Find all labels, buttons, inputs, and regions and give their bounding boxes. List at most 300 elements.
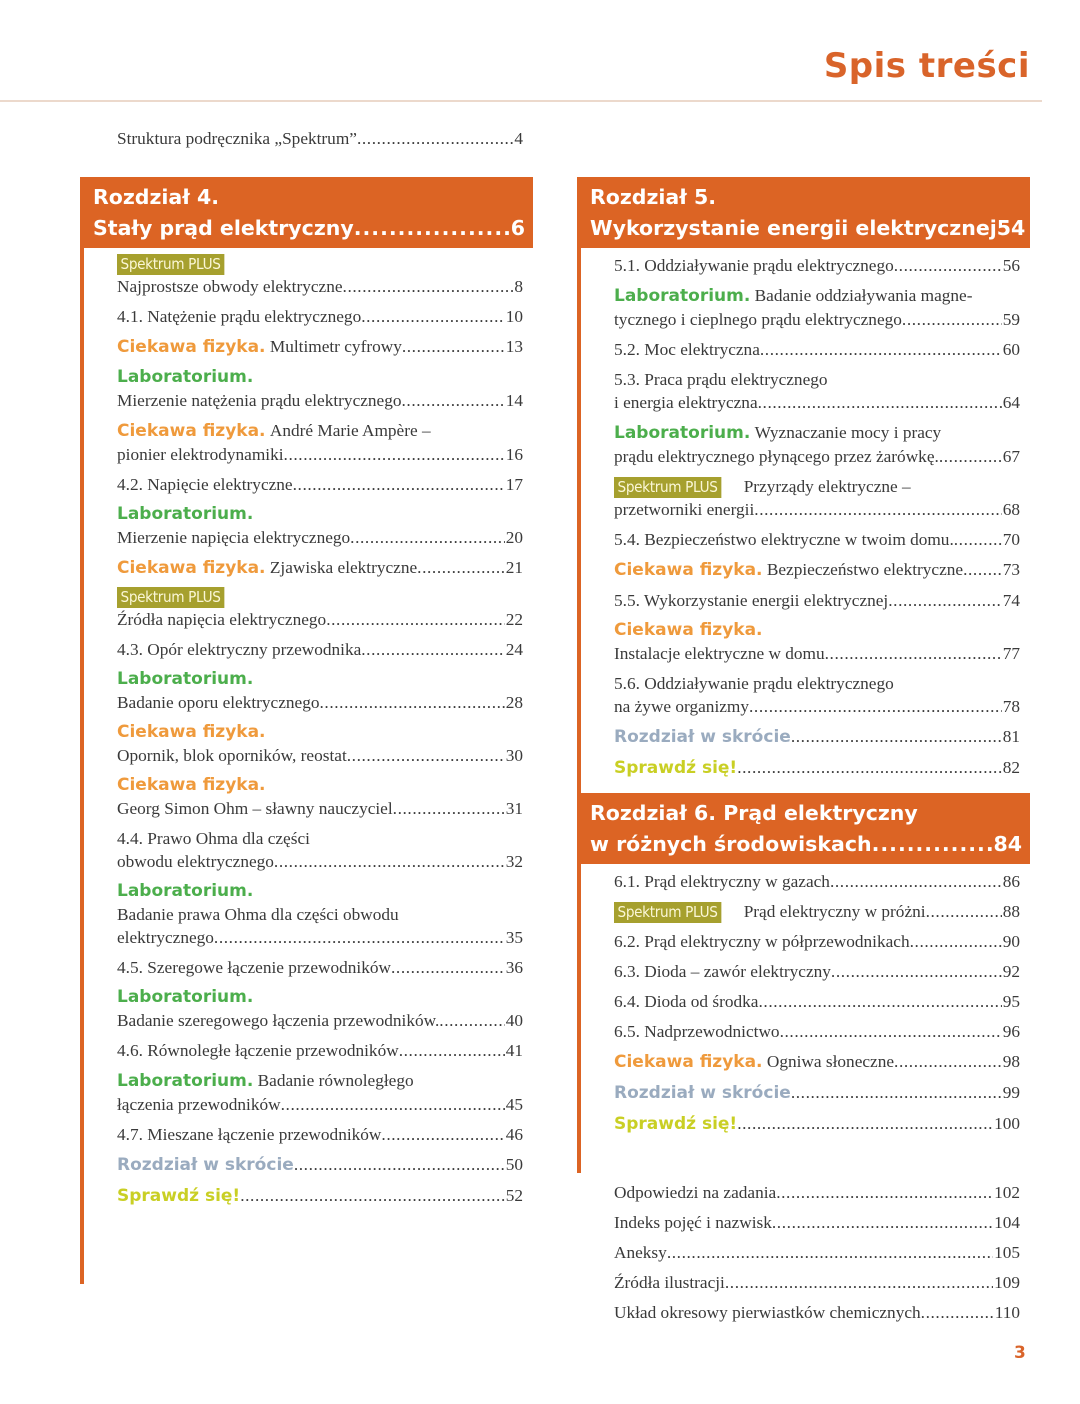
entry-page: 41	[505, 1041, 523, 1060]
entry-line	[117, 254, 523, 275]
dot-leader	[350, 526, 505, 549]
section-label-lab: Laboratorium.	[614, 286, 751, 306]
entry-text: 5.4. Bezpieczeństwo elektryczne w twoim domu.	[614, 530, 954, 549]
dot-leader	[294, 1153, 505, 1176]
dot-leader	[831, 960, 1002, 983]
dot-leader	[439, 1009, 504, 1032]
toc-entry[interactable]	[117, 1039, 523, 1062]
entry-line	[614, 421, 1020, 445]
entry-page: 17	[505, 475, 523, 494]
toc-entry[interactable]	[614, 254, 1020, 277]
dot-leader	[402, 389, 505, 412]
entry-text: 6.1. Prąd elektryczny w gazach	[614, 872, 830, 891]
appendix-entry[interactable]	[614, 1211, 1020, 1234]
entry-page: 35	[505, 928, 523, 947]
section-label-lab: Laboratorium.	[614, 423, 751, 443]
toc-entry[interactable]	[614, 990, 1020, 1013]
section-label-lab: Laboratorium.	[117, 504, 254, 524]
entry-text: Aneksy	[614, 1243, 667, 1262]
entry-text: przetworniki energii	[614, 500, 755, 519]
spektrum-plus-badge: Spektrum PLUS	[117, 587, 224, 608]
dot-leader	[361, 305, 505, 328]
entry-page: 50	[505, 1155, 523, 1174]
chapter-title: w różnych środowiskach	[590, 832, 872, 856]
toc-entry[interactable]	[117, 1153, 523, 1177]
chapter-page: 6	[510, 216, 525, 240]
entry-text: 5.2. Moc elektryczna	[614, 340, 760, 359]
toc-entry[interactable]	[614, 1112, 1020, 1136]
entry-page: 98	[1002, 1052, 1020, 1071]
appendix-entry[interactable]	[614, 1301, 1020, 1324]
entry-line	[117, 305, 523, 328]
entry-text: Ogniwa słoneczne	[766, 1052, 895, 1071]
dot-leader	[749, 695, 1002, 718]
entry-line	[117, 850, 523, 873]
dot-leader	[281, 1093, 505, 1116]
chapter-title-line	[93, 213, 525, 244]
toc-entry[interactable]	[614, 756, 1020, 780]
section-label-ciekawa: Ciekawa fizyka.	[614, 620, 763, 640]
chapter-title: Wykorzystanie energii elektrycznej	[590, 216, 997, 240]
spektrum-plus-badge: Spektrum PLUS	[614, 477, 721, 498]
section-label-lab: Laboratorium.	[117, 881, 254, 901]
chapter-4	[80, 177, 533, 1284]
dot-leader	[894, 254, 1002, 277]
entry-page: 16	[505, 445, 523, 464]
entry-text: 5.1. Oddziaływanie prądu elektrycznego	[614, 256, 894, 275]
entry-page: 81	[1002, 727, 1020, 746]
section-label-lab: Laboratorium.	[117, 1071, 254, 1091]
entry-page: 13	[505, 337, 523, 356]
dot-leader	[417, 556, 505, 579]
entry-text: Badanie oddziaływania magne-	[754, 286, 973, 305]
toc-entry[interactable]	[614, 589, 1020, 612]
entry-line	[614, 725, 1020, 749]
entry-line	[614, 930, 1020, 953]
entry-page: 60	[1002, 340, 1020, 359]
toc-entry[interactable]	[614, 475, 1020, 521]
toc-entry[interactable]	[117, 774, 523, 820]
entry-text: André Marie Ampère –	[269, 421, 431, 440]
dot-leader	[776, 1181, 993, 1204]
entry-text: Źródła napięcia elektrycznego	[117, 610, 327, 629]
dot-leader	[725, 1271, 993, 1294]
entry-line	[614, 1181, 1020, 1204]
dot-leader	[343, 275, 514, 298]
dot-leader	[381, 1123, 504, 1146]
dot-leader	[357, 127, 513, 150]
chapter-title-line	[590, 829, 1022, 860]
entry-line	[614, 642, 1020, 665]
entry-text: 5.5. Wykorzystanie energii elektrycznej	[614, 591, 889, 610]
entry-line	[117, 986, 523, 1009]
entry-page: 45	[505, 1095, 523, 1114]
entry-text: Badanie oporu elektrycznego	[117, 693, 320, 712]
dot-leader	[240, 1184, 505, 1207]
entry-page: 70	[1002, 530, 1020, 549]
entry-line	[117, 366, 523, 389]
right-column	[577, 177, 1030, 1331]
toc-entry[interactable]	[117, 827, 523, 873]
entry-line	[614, 1301, 1020, 1324]
entry-page: 59	[1002, 310, 1020, 329]
entry-line	[614, 1020, 1020, 1043]
entry-text: 4.4. Prawo Ohma dla części	[117, 829, 310, 848]
entry-text: 4.5. Szeregowe łączenie przewodników	[117, 958, 391, 977]
entry-page: 68	[1002, 500, 1020, 519]
entry-page: 90	[1002, 932, 1020, 951]
entry-page: 102	[994, 1183, 1020, 1202]
appendix-entry[interactable]	[614, 1181, 1020, 1204]
page-number: 3	[1014, 1343, 1026, 1363]
entry-text: Wyznaczanie mocy i pracy	[754, 423, 942, 442]
dot-leader	[825, 642, 1002, 665]
entry-line	[117, 827, 523, 850]
appendix-list	[577, 1181, 1030, 1324]
entry-line	[614, 475, 1020, 498]
entry-line	[614, 498, 1020, 521]
entry-text: Opornik, blok oporników, reostat	[117, 746, 347, 765]
entry-page: 14	[505, 391, 523, 410]
chapter-number: Rozdział 5.	[590, 185, 717, 209]
entry-line	[117, 473, 523, 496]
entry-line	[117, 1039, 523, 1062]
toc-entry[interactable]	[117, 956, 523, 979]
entry-line	[117, 956, 523, 979]
entry-page: 24	[505, 640, 523, 659]
dot-leader	[954, 528, 1002, 551]
entry-text: Multimetr cyfrowy	[269, 337, 402, 356]
entry-text: obwodu elektrycznego	[117, 852, 274, 871]
toc-entry[interactable]	[614, 284, 1020, 331]
chapter-title: Stały prąd elektryczny	[93, 216, 354, 240]
entry-text: 5.6. Oddziaływanie prądu elektrycznego	[614, 674, 894, 693]
dot-leader	[772, 1211, 993, 1234]
section-label-ciekawa: Ciekawa fizyka.	[117, 775, 266, 795]
toc-entry[interactable]	[117, 986, 523, 1032]
entry-line	[614, 1081, 1020, 1105]
entry-line	[614, 308, 1020, 331]
section-label-ciekawa: Ciekawa fizyka.	[614, 560, 763, 580]
entry-text: prądu elektrycznego płynącego przez żarówkę.	[614, 447, 939, 466]
toc-entry[interactable]	[117, 721, 523, 767]
toc-entry[interactable]	[117, 335, 523, 359]
entry-page: 31	[505, 799, 523, 818]
dot-leader	[667, 1241, 993, 1264]
dot-leader	[902, 308, 1002, 331]
entry-line	[117, 774, 523, 797]
page-title: Spis treści	[823, 46, 1030, 86]
entry-text: 6.4. Dioda od środka	[614, 992, 759, 1011]
entry-text: 6.2. Prąd elektryczny w półprzewodnikach	[614, 932, 910, 951]
toc-entry[interactable]	[117, 305, 523, 328]
entry-line	[614, 254, 1020, 277]
chapter-page: 84	[993, 832, 1022, 856]
entry-page: 74	[1002, 591, 1020, 610]
entry-page: 110	[994, 1303, 1020, 1322]
toc-entry[interactable]	[117, 254, 523, 298]
dot-leader	[320, 691, 505, 714]
chapter-entries	[577, 864, 1030, 1173]
section-label-lab: Laboratorium.	[117, 669, 254, 689]
entry-text: elektrycznego	[117, 928, 214, 947]
toc-entry[interactable]	[614, 368, 1020, 414]
entry-page: 96	[1002, 1022, 1020, 1041]
entry-line	[614, 589, 1020, 612]
toc-entry[interactable]	[117, 880, 523, 949]
toc-entry[interactable]	[117, 1184, 523, 1208]
entry-line	[614, 756, 1020, 780]
entry-text: Bezpieczeństwo elektryczne	[766, 560, 964, 579]
entry-line	[117, 1009, 523, 1032]
entry-line	[614, 619, 1020, 642]
dot-leader	[910, 930, 1002, 953]
section-label-spraw: Sprawdź się!	[117, 1186, 241, 1206]
appendix-entry[interactable]	[614, 1271, 1020, 1294]
dot-leader	[780, 1020, 1002, 1043]
entry-page: 88	[1002, 902, 1020, 921]
chapter-heading[interactable]	[577, 793, 1030, 864]
toc-entry[interactable]	[614, 960, 1020, 983]
dot-leader	[399, 1039, 505, 1062]
entry-line	[614, 1112, 1020, 1136]
dot-leader	[737, 756, 1002, 779]
toc-entry[interactable]	[614, 1020, 1020, 1043]
chapter-page: 54	[996, 216, 1026, 240]
toc-entry[interactable]	[614, 558, 1020, 582]
entry-page: 46	[505, 1125, 523, 1144]
entry-text: Instalacje elektryczne w domu	[614, 644, 825, 663]
entry-line	[117, 880, 523, 903]
section-label-skrot: Rozdział w skrócie	[614, 1083, 791, 1103]
dot-leader	[963, 558, 1002, 581]
entry-text: Indeks pojęć i nazwisk	[614, 1213, 772, 1232]
entry-page: 10	[505, 307, 523, 326]
dot-leader	[393, 797, 505, 820]
section-label-ciekawa: Ciekawa fizyka.	[117, 337, 266, 357]
dot-leader	[791, 1081, 1002, 1104]
chapter-entries	[80, 248, 533, 1284]
chapter-6	[577, 793, 1030, 1173]
entry-page: 30	[505, 746, 523, 765]
entry-text: tycznego i cieplnego prądu elektrycznego	[614, 310, 902, 329]
section-label-skrot: Rozdział w skrócie	[614, 727, 791, 747]
dot-leader	[758, 990, 1001, 1013]
entry-page: 20	[505, 528, 523, 547]
entry-text: łączenia przewodników	[117, 1095, 281, 1114]
entry-page: 28	[505, 693, 523, 712]
entry-page: 32	[505, 852, 523, 871]
entry-page: 8	[514, 277, 523, 296]
entry-text: Zjawiska elektryczne	[269, 558, 418, 577]
toc-entry[interactable]	[117, 556, 523, 580]
toc-entry[interactable]	[117, 503, 523, 549]
entry-text: Odpowiedzi na zadania	[614, 1183, 777, 1202]
entry-text: 6.5. Nadprzewodnictwo	[614, 1022, 780, 1041]
dot-leader	[284, 443, 505, 466]
entry-text: Układ okresowy pierwiastków chemicznych	[614, 1303, 921, 1322]
entry-line	[117, 691, 523, 714]
toc-entry[interactable]	[614, 1081, 1020, 1105]
section-label-lab: Laboratorium.	[117, 367, 254, 387]
toc-entry[interactable]	[117, 473, 523, 496]
entry-text: 6.3. Dioda – zawór elektryczny	[614, 962, 831, 981]
dot-leader	[926, 900, 1002, 923]
entry-line	[117, 526, 523, 549]
entry-line	[614, 558, 1020, 582]
toc-entry[interactable]	[614, 900, 1020, 923]
chapter-title-line	[93, 182, 525, 213]
entry-text: Przyrządy elektryczne –	[743, 477, 911, 496]
toc-entry[interactable]	[117, 668, 523, 714]
dot-leader	[894, 1050, 1002, 1073]
entry-text: 5.3. Praca prądu elektrycznego	[614, 370, 828, 389]
toc-entry[interactable]	[117, 587, 523, 631]
entry-line	[614, 900, 1020, 923]
entry-page: 4	[514, 129, 523, 148]
section-label-lab: Laboratorium.	[117, 987, 254, 1007]
dot-leader	[293, 473, 505, 496]
section-label-spraw: Sprawdź się!	[614, 758, 738, 778]
entry-line	[614, 284, 1020, 308]
toc-entry[interactable]	[614, 338, 1020, 361]
toc-entry[interactable]	[614, 672, 1020, 718]
dot-leader	[872, 829, 994, 860]
entry-page: 67	[1002, 447, 1020, 466]
entry-text: Najprostsze obwody elektryczne	[117, 277, 343, 296]
toc-entry[interactable]	[614, 1050, 1020, 1074]
entry-line	[117, 721, 523, 744]
dot-leader	[758, 391, 1002, 414]
dot-leader	[402, 335, 505, 358]
entry-page: 78	[1002, 697, 1020, 716]
entry-page: 77	[1002, 644, 1020, 663]
entry-text: pionier elektrodynamiki	[117, 445, 284, 464]
entry-line	[117, 587, 523, 608]
entry-text: i energia elektryczna	[614, 393, 758, 412]
section-label-skrot: Rozdział w skrócie	[117, 1155, 294, 1175]
toc-entry[interactable]	[117, 638, 523, 661]
entry-line	[614, 528, 1020, 551]
chapter-title-line	[590, 798, 1022, 829]
toc-entry[interactable]	[614, 870, 1020, 893]
entry-page: 52	[505, 1186, 523, 1205]
entry-line	[117, 443, 523, 466]
section-label-ciekawa: Ciekawa fizyka.	[117, 722, 266, 742]
dot-leader	[326, 608, 505, 631]
entry-text: Badanie równoległego	[257, 1071, 414, 1090]
entry-page: 64	[1002, 393, 1020, 412]
entry-text: 4.2. Napięcie elektryczne	[117, 475, 293, 494]
entry-line	[117, 744, 523, 767]
entry-line	[614, 695, 1020, 718]
dot-leader	[888, 589, 1001, 612]
entry-line	[117, 608, 523, 631]
entry-text: Struktura podręcznika „Spektrum”	[117, 129, 357, 148]
dot-leader	[791, 725, 1002, 748]
section-label-spraw: Sprawdź się!	[614, 1114, 738, 1134]
toc-entry[interactable]	[614, 930, 1020, 953]
chapter-entries	[577, 248, 1030, 793]
entry-line	[614, 672, 1020, 695]
entry-page: 95	[1002, 992, 1020, 1011]
entry-text: 4.6. Równoległe łączenie przewodników	[117, 1041, 399, 1060]
section-label-ciekawa: Ciekawa fizyka.	[117, 558, 266, 578]
entry-line	[614, 1211, 1020, 1234]
entry-text: 4.7. Mieszane łączenie przewodników	[117, 1125, 382, 1144]
entry-text: Mierzenie natężenia prądu elektrycznego	[117, 391, 402, 410]
entry-line	[117, 1184, 523, 1208]
entry-page: 86	[1002, 872, 1020, 891]
toc-entry[interactable]	[117, 419, 523, 466]
entry-line	[614, 445, 1020, 468]
entry-text: 4.1. Natężenie prądu elektrycznego	[117, 307, 362, 326]
dot-leader	[737, 1112, 993, 1135]
entry-line	[614, 368, 1020, 391]
entry-text: Badanie szeregowego łączenia przewodników.	[117, 1011, 440, 1030]
entry-line	[614, 1050, 1020, 1074]
entry-page: 82	[1002, 758, 1020, 777]
entry-page: 100	[994, 1114, 1020, 1133]
dot-leader	[754, 498, 1001, 521]
toc-entry[interactable]	[614, 421, 1020, 468]
entry-line	[117, 389, 523, 412]
chapter-heading[interactable]	[80, 177, 533, 248]
toc-entry-intro[interactable]	[117, 127, 523, 150]
toc-entry[interactable]	[614, 725, 1020, 749]
entry-page: 40	[505, 1011, 523, 1030]
entry-line	[614, 1241, 1020, 1264]
entry-text: Mierzenie napięcia elektrycznego	[117, 528, 351, 547]
toc-entry[interactable]	[117, 366, 523, 412]
dot-leader	[830, 870, 1002, 893]
toc-entry[interactable]	[117, 1069, 523, 1116]
entry-page: 109	[994, 1273, 1020, 1292]
entry-text: na żywe organizmy	[614, 697, 750, 716]
dot-leader	[354, 213, 511, 244]
entry-line	[117, 1069, 523, 1093]
spektrum-plus-badge: Spektrum PLUS	[117, 254, 224, 275]
section-label-ciekawa: Ciekawa fizyka.	[117, 421, 266, 441]
entry-page: 21	[505, 558, 523, 577]
toc-entry[interactable]	[614, 619, 1020, 665]
toc-entry[interactable]	[117, 1123, 523, 1146]
appendix-entry[interactable]	[614, 1241, 1020, 1264]
entry-text: Źródła ilustracji	[614, 1273, 725, 1292]
entry-line	[614, 870, 1020, 893]
chapter-heading[interactable]	[577, 177, 1030, 248]
entry-line	[614, 960, 1020, 983]
chapter-5	[577, 177, 1030, 793]
entry-page: 73	[1002, 560, 1020, 579]
dot-leader	[921, 1301, 994, 1324]
entry-line	[117, 638, 523, 661]
entry-line	[117, 335, 523, 359]
entry-text: Prąd elektryczny w próżni	[743, 902, 926, 921]
entry-line	[117, 797, 523, 820]
spektrum-plus-badge: Spektrum PLUS	[614, 902, 721, 923]
title-divider	[0, 100, 1042, 102]
toc-entry[interactable]	[614, 528, 1020, 551]
entry-page: 92	[1002, 962, 1020, 981]
chapter-title-line	[590, 213, 1026, 244]
entry-line	[117, 926, 523, 949]
entry-text: 4.3. Opór elektryczny przewodnika	[117, 640, 362, 659]
entry-line	[117, 668, 523, 691]
chapter-number: Rozdział 6. Prąd elektryczny	[590, 801, 918, 825]
chapter-title-line	[590, 182, 1022, 213]
entry-page: 22	[505, 610, 523, 629]
